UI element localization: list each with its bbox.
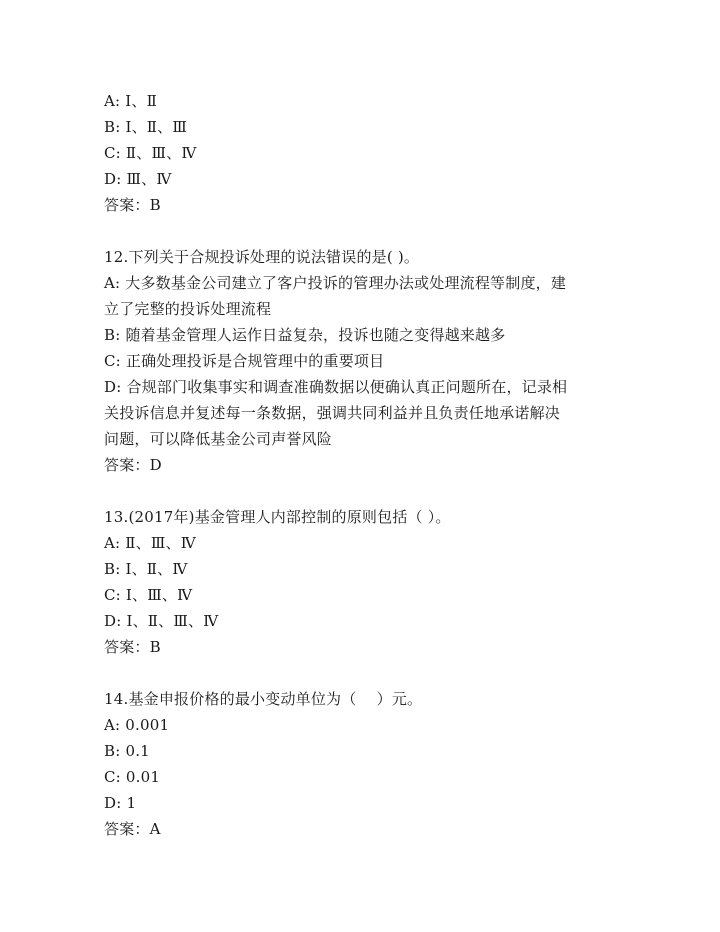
option-c: C: 正确处理投诉是合规管理中的重要项目 bbox=[104, 352, 385, 370]
option-d-line-3: 问题，可以降低基金公司声誉风险 bbox=[104, 430, 333, 448]
option-b: B: Ⅰ、Ⅱ、Ⅲ bbox=[104, 118, 188, 136]
option-a-line-1: A: 大多数基金公司建立了客户投诉的管理办法或处理流程等制度，建 bbox=[104, 274, 567, 292]
option-d: D: Ⅰ、Ⅱ、Ⅲ、Ⅳ bbox=[104, 612, 219, 630]
question-12-block bbox=[104, 244, 616, 478]
answer: 答案：B bbox=[104, 196, 161, 214]
option-b: B: Ⅰ、Ⅱ、Ⅳ bbox=[104, 560, 188, 578]
question-14-block bbox=[104, 686, 616, 842]
option-a: A: Ⅱ、Ⅲ、Ⅳ bbox=[104, 534, 196, 552]
option-c: C: Ⅰ、Ⅲ、Ⅳ bbox=[104, 586, 193, 604]
option-d: D: 1 bbox=[104, 794, 137, 812]
question-text: 12.下列关于合规投诉处理的说法错误的是( )。 bbox=[104, 248, 420, 266]
answer: 答案：A bbox=[104, 820, 161, 838]
option-a: A: Ⅰ、Ⅱ bbox=[104, 92, 157, 110]
option-d-line-1: D: 合规部门收集事实和调查准确数据以便确认真正问题所在，记录相 bbox=[104, 378, 568, 396]
question-text: 14.基金申报价格的最小变动单位为（ ）元。 bbox=[104, 690, 423, 708]
question-text: 13.(2017年)基金管理人内部控制的原则包括（ ）。 bbox=[104, 508, 451, 526]
question-11-block bbox=[104, 88, 616, 218]
question-13-block bbox=[104, 504, 616, 660]
option-d-line-2: 关投诉信息并复述每一条数据，强调共同利益并且负责任地承诺解决 bbox=[104, 404, 561, 422]
option-c: C: Ⅱ、Ⅲ、Ⅳ bbox=[104, 144, 197, 162]
option-d: D: Ⅲ、Ⅳ bbox=[104, 170, 172, 188]
option-a: A: 0.001 bbox=[104, 716, 170, 734]
spacer bbox=[104, 218, 616, 244]
answer: 答案：D bbox=[104, 456, 162, 474]
spacer bbox=[104, 660, 616, 686]
option-a-line-2: 立了完整的投诉处理流程 bbox=[104, 300, 272, 318]
option-b: B: 随着基金管理人运作日益复杂，投诉也随之变得越来越多 bbox=[104, 326, 506, 344]
option-c: C: 0.01 bbox=[104, 768, 161, 786]
spacer bbox=[104, 478, 616, 504]
answer: 答案：B bbox=[104, 638, 161, 656]
document-page bbox=[104, 88, 616, 842]
option-b: B: 0.1 bbox=[104, 742, 150, 760]
